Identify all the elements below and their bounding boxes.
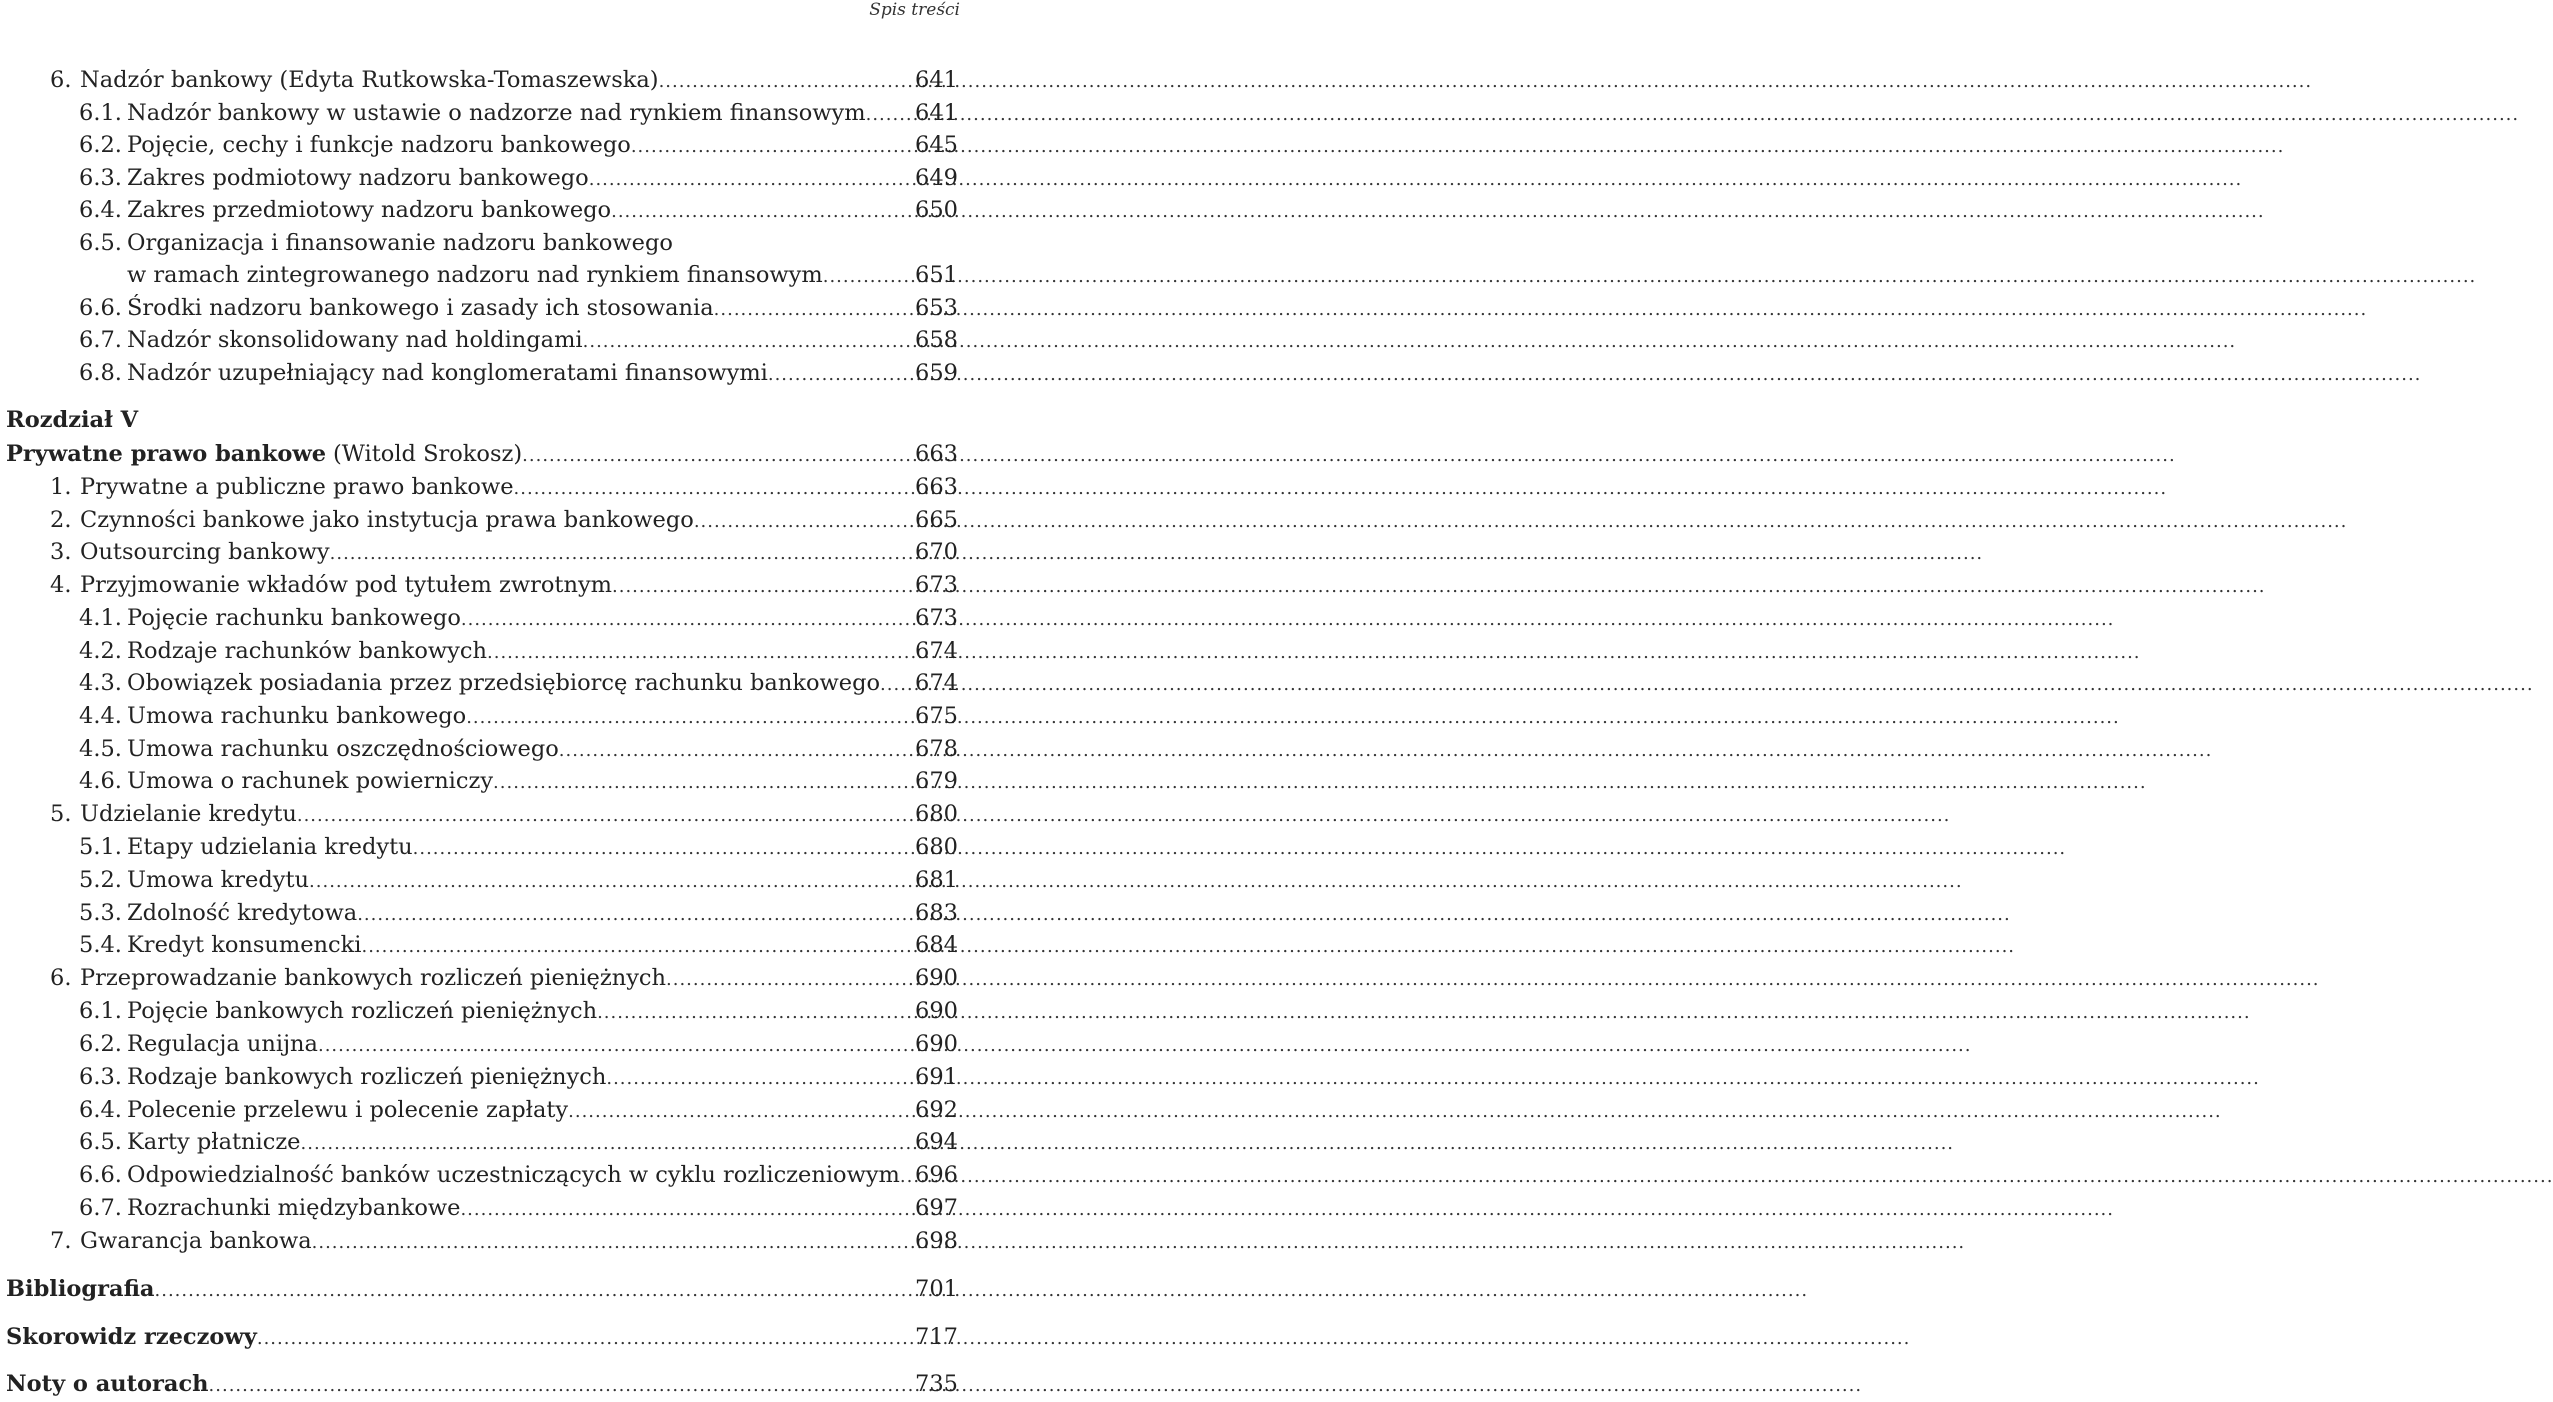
toc-entry[interactable] [6,700,958,732]
entry-page: 649 [915,165,958,191]
entry-page: 696 [915,1162,958,1188]
entry-number: 5.3. [79,900,122,926]
entry-number: 4.4. [79,703,122,729]
entry-title: Regulacja unijna [127,1031,318,1057]
toc-page [0,0,960,1402]
dot-leader [318,1030,913,1062]
dot-leader [597,997,913,1029]
dot-leader [209,1370,914,1402]
entry-page: 675 [915,703,958,729]
toc-entry[interactable] [6,357,958,389]
entry-title: Etapy udzielania kredytu [127,834,413,860]
dot-leader [568,1096,913,1128]
dot-leader [301,1128,914,1160]
toc-entry[interactable] [6,1192,958,1224]
entry-number: 6.5. [79,1129,122,1155]
entry-title: Karty płatnicze [127,1129,301,1155]
entry-title-continuation: w ramach zintegrowanego nadzoru nad rynkiem finansowym [127,262,823,288]
chapter-title-entry[interactable] [6,438,958,470]
entry-page: 691 [915,1064,958,1090]
entry-title: Bibliografia [6,1276,155,1302]
entry-title: Organizacja i finansowanie nadzoru bankowego [127,230,673,256]
dot-leader [330,538,913,570]
toc-entry[interactable] [6,569,958,601]
toc-entry[interactable] [6,97,958,129]
entry-number: 4.2. [79,638,122,664]
toc-entry[interactable] [6,635,958,667]
toc-entry[interactable] [6,1225,958,1257]
entry-page: 701 [915,1276,958,1302]
toc-entry[interactable] [6,929,958,961]
entry-title: Nadzór uzupełniający nad konglomeratami finansowymi [127,360,768,386]
entry-number: 7. [50,1228,72,1254]
entry-title: Środki nadzoru bankowego i zasady ich stosowania [127,295,714,321]
dot-leader [694,506,913,538]
entry-page: 658 [915,327,958,353]
toc-entry-continuation[interactable] [6,259,958,291]
dot-leader [312,1227,913,1259]
dot-leader [714,294,913,326]
entry-title: Rodzaje rachunków bankowych [127,638,487,664]
toc-entry[interactable] [6,536,958,568]
entry-page: 680 [915,834,958,860]
toc-entry[interactable] [6,602,958,634]
toc-entry[interactable] [6,733,958,765]
entry-number: 6.2. [79,132,122,158]
dot-leader [583,326,913,358]
entry-number: 6.3. [79,165,122,191]
entry-page: 663 [915,474,958,500]
entry-page: 679 [915,768,958,794]
dot-leader [297,800,913,832]
entry-title: Gwarancja bankowa [80,1228,312,1254]
entry-number: 6.3. [79,1064,122,1090]
dot-leader [155,1275,914,1307]
entry-title: Skorowidz rzeczowy [6,1324,257,1350]
toc-entry[interactable] [6,471,958,503]
toc-entry[interactable] [6,292,958,324]
entry-page: 674 [915,670,958,696]
entry-page: 674 [915,638,958,664]
entry-page: 641 [915,100,958,126]
entry-number: 4.5. [79,736,122,762]
entry-page: 680 [915,801,958,827]
entry-title: Outsourcing bankowy [80,539,330,565]
dot-leader [487,637,913,669]
toc-entry[interactable] [6,864,958,896]
chapter-title: Prywatne prawo bankowe [6,441,327,467]
entry-page: 735 [915,1371,958,1397]
entry-number: 5.1. [79,834,122,860]
dot-leader [606,1063,913,1095]
toc-entry-bibliography[interactable] [6,1273,958,1305]
entry-title: Nadzór bankowy w ustawie o nadzorze nad rynkiem finansowym [127,100,866,126]
entry-title: Umowa rachunku oszczędnościowego [127,736,559,762]
dot-leader [768,359,913,391]
entry-title: Umowa rachunku bankowego [127,703,467,729]
entry-title: Zakres przedmiotowy nadzoru bankowego [127,197,612,223]
entry-page: 681 [915,867,958,893]
toc-entry[interactable] [6,765,958,797]
toc-entry[interactable] [6,162,958,194]
dot-leader [666,964,913,996]
entry-number: 6.7. [79,327,122,353]
entry-title: Nadzór skonsolidowany nad holdingami [127,327,583,353]
entry-number: 4.1. [79,605,122,631]
toc-entry[interactable] [6,831,958,863]
entry-page: 645 [915,132,958,158]
entry-title: Polecenie przelewu i polecenie zapłaty [127,1097,569,1123]
toc-entry[interactable] [6,667,958,699]
entry-title: Czynności bankowe jako instytucja prawa bankowego [80,507,694,533]
entry-page: 694 [915,1129,958,1155]
dot-leader [493,767,913,799]
toc-entry[interactable] [6,1061,958,1093]
dot-leader [880,669,913,701]
toc-entry[interactable] [6,194,958,226]
entry-title: Zdolność kredytowa [127,900,358,926]
toc-entry[interactable] [6,1094,958,1126]
entry-number: 6.8. [79,360,122,386]
dot-leader [659,66,913,98]
entry-page: 678 [915,736,958,762]
entry-number: 6.2. [79,1031,122,1057]
entry-title: Przeprowadzanie bankowych rozliczeń pieniężnych [80,965,666,991]
entry-page: 683 [915,900,958,926]
toc-entry-index[interactable] [6,1321,958,1353]
entry-number: 6.7. [79,1195,122,1221]
entry-number: 5.2. [79,867,122,893]
toc-entry[interactable] [6,1159,958,1191]
toc-entry[interactable] [6,129,958,161]
dot-leader [611,196,913,228]
entry-title: Obowiązek posiadania przez przedsiębiorcę rachunku bankowego [127,670,881,696]
entry-number: 6. [50,965,72,991]
chapter-author: (Witold Srokosz) [333,441,523,467]
dot-leader [257,1323,913,1355]
dot-leader [900,1161,913,1193]
toc-entry[interactable] [6,324,958,356]
toc-entry[interactable] [6,227,958,259]
dot-leader [309,866,913,898]
dot-leader [612,571,913,603]
entry-title: Odpowiedzialność banków uczestniczących w cyklu rozliczeniowym [127,1162,900,1188]
entry-title: Kredyt konsumencki [127,932,362,958]
dot-leader [589,164,913,196]
entry-number: 6.1. [79,100,122,126]
entry-page: 650 [915,197,958,223]
entry-title: Umowa o rachunek powierniczy [127,768,494,794]
entry-page: 717 [915,1324,958,1350]
entry-number: 1. [50,474,72,500]
entry-number: 6.1. [79,998,122,1024]
toc-entry[interactable] [6,962,958,994]
entry-title: Przyjmowanie wkładów pod tytułem zwrotnym [80,572,612,598]
entry-page: 697 [915,1195,958,1221]
toc-entry[interactable] [6,897,958,929]
entry-number: 3. [50,539,72,565]
toc-entry[interactable] [6,504,958,536]
entry-title: Pojęcie, cechy i funkcje nadzoru bankowego [127,132,631,158]
dot-leader [514,473,914,505]
entry-title: Udzielanie kredytu [80,801,297,827]
entry-title: Nadzór bankowy (Edyta Rutkowska-Tomaszewska) [80,67,659,93]
entry-page: 670 [915,539,958,565]
entry-title: Rozrachunki międzybankowe [127,1195,461,1221]
entry-page: 651 [915,262,958,288]
dot-leader [823,261,913,293]
entry-number: 2. [50,507,72,533]
entry-title: Pojęcie rachunku bankowego [127,605,461,631]
entry-page: 690 [915,965,958,991]
entry-title: Zakres podmiotowy nadzoru bankowego [127,165,589,191]
entry-page: 690 [915,1031,958,1057]
dot-leader [461,604,913,636]
dot-leader [522,440,913,472]
dot-leader [361,931,913,963]
entry-page: 690 [915,998,958,1024]
toc-entry[interactable] [6,1028,958,1060]
toc-entry[interactable] [6,995,958,1027]
entry-page: 653 [915,295,958,321]
entry-number: 6. [50,67,72,93]
entry-page: 659 [915,360,958,386]
entry-page: 673 [915,605,958,631]
entry-title: Umowa kredytu [127,867,310,893]
entry-page: 641 [915,67,958,93]
entry-page: 663 [915,441,958,467]
entry-title: Prywatne a publiczne prawo bankowe [80,474,514,500]
entry-page: 673 [915,572,958,598]
dot-leader [413,833,913,865]
entry-number: 4.3. [79,670,122,696]
entry-title: Rodzaje bankowych rozliczeń pieniężnych [127,1064,607,1090]
entry-title: Noty o autorach [6,1371,209,1397]
entry-number: 6.4. [79,1097,122,1123]
toc-entry[interactable] [6,64,958,96]
dot-leader [631,131,913,163]
dot-leader [466,702,913,734]
toc-entry[interactable] [6,1126,958,1158]
entry-page: 692 [915,1097,958,1123]
chapter-label: Rozdział V [6,407,139,433]
entry-page: 665 [915,507,958,533]
dot-leader [357,899,913,931]
toc-entry[interactable] [6,798,958,830]
entry-number: 5.4. [79,932,122,958]
entry-number: 5. [50,801,72,827]
running-head: Spis treści [869,0,960,20]
entry-page: 698 [915,1228,958,1254]
dot-leader [866,99,913,131]
entry-title: Pojęcie bankowych rozliczeń pieniężnych [127,998,598,1024]
entry-number: 6.5. [79,230,122,256]
toc-entry-authors[interactable] [6,1368,958,1400]
entry-number: 6.6. [79,1162,122,1188]
entry-number: 4. [50,572,72,598]
dot-leader [559,735,913,767]
dot-leader [460,1194,913,1226]
entry-number: 6.4. [79,197,122,223]
entry-number: 6.6. [79,295,122,321]
entry-number: 4.6. [79,768,122,794]
entry-page: 684 [915,932,958,958]
